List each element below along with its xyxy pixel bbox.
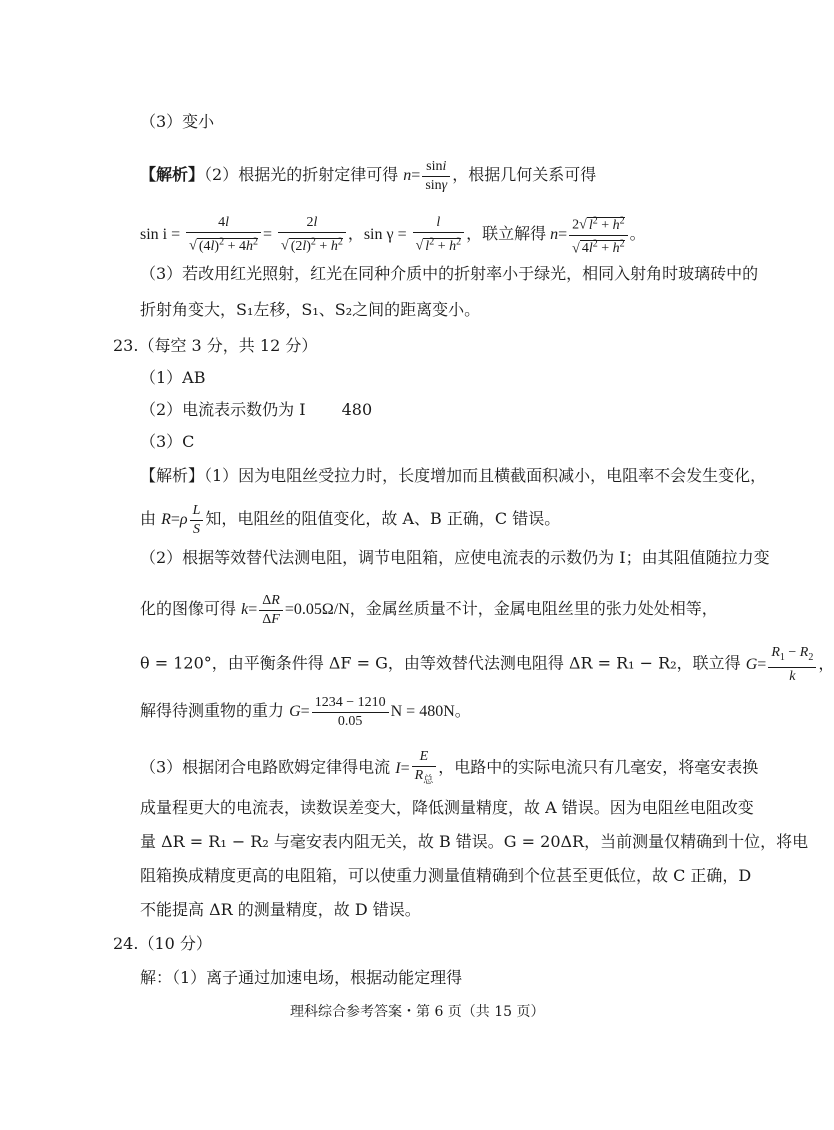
q23-header: 23.（每空 3 分，共 12 分） [113,336,318,355]
q23-an2-post: ，金属丝质量不计，金属电阻丝里的张力处处相等， [349,599,718,619]
q23-an3-post: ，电路中的实际电流只有几毫安，将毫安表换 [438,757,759,777]
q23-an2-pre: 化的图像可得 [140,599,237,619]
q23-analysis-2-line3 [140,644,834,686]
q23-answer-2-value: 480 [341,400,373,419]
analysis-2-intro: （2）根据光的折射定律可得 [204,165,399,185]
q24-line1: 解：（1）离子通过加速电场，根据动能定理得 [140,968,463,987]
combine-label: ，联立解得 [466,225,547,243]
q23-analysis-2-line1: （2）根据等效替代法测电阻，调节电阻箱，应使电流表的示数仍为 I；由其阻值随拉力变 [140,548,770,567]
q23-analysis-3-line2: 成量程更大的电流表，读数误差变大，降低测量精度，故 A 错误。因为电阻丝电阻改变 [140,798,754,817]
q23-analysis-3-line3: 量 ΔR = R₁ − R₂ 与毫安表内阻无关，故 B 错误。G = 20ΔR，当前测量仅精确到十位，将电 [140,832,809,851]
q23-an2-line4-post: 。 [454,701,471,721]
refraction-formula: n= $\frac{\sin i}{\sin\gamma}$ [403,167,452,184]
slope-formula: k= $\frac{\Delta R}{\Delta F}$ =0.05Ω/N [241,593,350,627]
gravity-formula: G= $\frac{R_1 - R_2}{k}$ ， [745,645,834,684]
q23-answer-2 [140,398,372,422]
q23-an3-pre: （3）根据闭合电路欧姆定律得电流 [140,757,391,777]
geometry-formula-line: sin i = $\frac{4l}{√ (4l)^2 + 4h^2}$ = $\frac{2l}{√ (2l)^2 + h^2}$ ，sin γ = $\frac{l}{√ l^2 + h^2}$ ，联立解得 n= $\frac{2√ l^2 + h^2}{√ 4l^2 + h^2}$ 。 [140,212,646,258]
analysis-label: 【解析】 [140,165,205,185]
q23-analysis-1-line1: 【解析】（1）因为电阻丝受拉力时，长度增加而且横截面积减小，电阻率不会发生变化， [140,466,767,485]
q23-analysis-2-line4 [140,694,471,731]
analysis-2-mid: ，根据几何关系可得 [452,165,597,185]
q23-an1-post: 知，电阻丝的阻值变化，故 A、B 正确，C 错误。 [205,509,561,529]
q23-analysis-2-line2 [140,592,718,629]
gravity-calc: G= $\frac{1234 - 1210}{0.05}$ N = 480N [289,695,455,729]
q23-answer-3: （3）C [140,432,195,451]
q23-an2-line3-text: θ = 120°，由平衡条件得 ΔF = G，由等效替代法测电阻得 ΔR = R₁ − R₂，联立得 [140,653,741,673]
analysis-2-line1 [140,158,596,195]
part3-answer: （3）变小 [140,112,215,131]
analysis-3-line2: 折射角变大，S₁左移，S₁、S₂之间的距离变小。 [140,300,481,319]
q23-answer-2-text: （2）电流表示数仍为 I [140,400,306,419]
q23-answer-1: （1）AB [140,368,206,387]
q23-analysis-3-line1 [140,748,758,790]
sini-label: sin i = [140,225,181,243]
q23-analysis-1-line2 [140,502,560,539]
analysis-3-line1: （3）若改用红光照射，红光在同种介质中的折射率小于绿光，相同入射角时玻璃砖中的 [140,264,759,283]
q23-an1-pre: 由 [140,509,157,529]
q24-header: 24.（10 分） [113,934,212,953]
page-footer: 理科综合参考答案・第 6 页（共 15 页） [290,1004,545,1020]
siny-label: ，sin γ = [347,225,407,243]
q23-analysis-3-line4: 阻箱换成精度更高的电阻箱，可以使重力测量值精确到个位甚至更低位，故 C 正确，D [140,866,752,885]
q23-analysis-3-line5: 不能提高 ΔR 的测量精度，故 D 错误。 [140,900,421,919]
resistance-formula: R=ρ $\frac{L}{S}$ [161,511,205,528]
q23-an2-line4-pre: 解得待测重物的重力 [140,701,285,721]
current-formula: I= $\frac{E}{R_总}$ [395,760,438,777]
